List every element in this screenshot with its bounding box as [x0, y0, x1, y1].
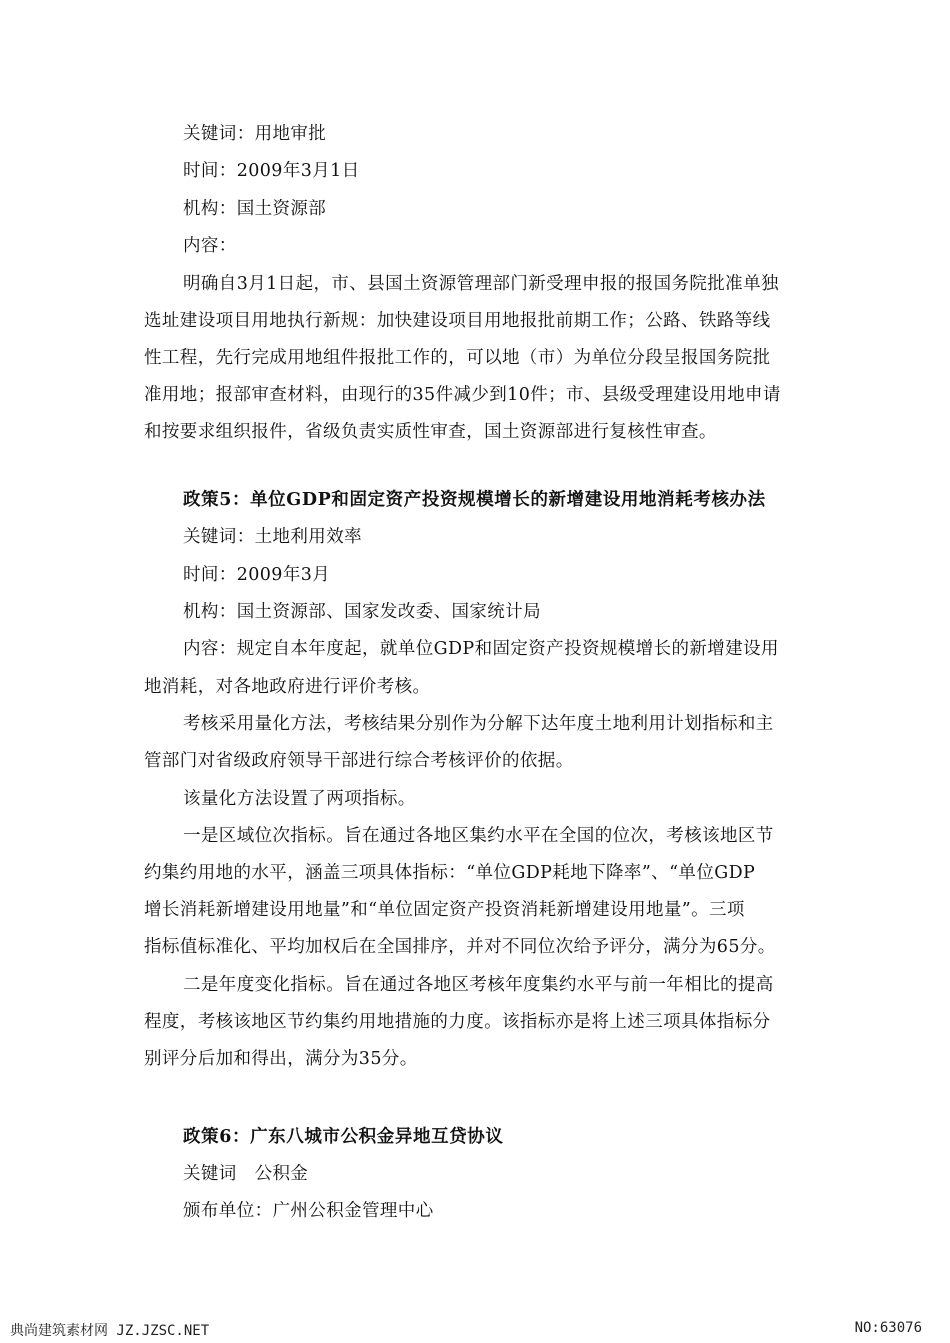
- paragraph-line: 指标值标准化、平均加权后在全国排序，并对不同位次给予评分，满分为65分。: [144, 937, 776, 957]
- policy-title: 政策5：单位GDP和固定资产投资规模增长的新增建设用地消耗考核办法: [183, 490, 766, 510]
- content-line: 内容：规定自本年度起，就单位GDP和固定资产投资规模增长的新增建设用: [183, 639, 779, 659]
- body-line: 明确自3月1日起，市、县国土资源管理部门新受理申报的报国务院批准单独: [183, 274, 779, 294]
- watermark-site: 典尚建筑素材网 JZ.JZSC.NET: [10, 1323, 210, 1339]
- policy-title: 政策6：广东八城市公积金异地互贷协议: [183, 1127, 504, 1147]
- paragraph-line: 增长消耗新增建设用地量”和“单位固定资产投资消耗新增建设用地量”。三项: [144, 900, 745, 920]
- paragraph-line: 二是年度变化指标。旨在通过各地区考核年度集约水平与前一年相比的提高: [183, 975, 774, 995]
- paragraph-line: 约集约用地的水平，涵盖三项具体指标：“单位GDP耗地下降率”、“单位GDP: [144, 863, 756, 883]
- body-line: 和按要求组织报件，省级负责实质性审查，国土资源部进行复核性审查。: [144, 422, 717, 442]
- content-line: 地消耗，对各地政府进行评价考核。: [144, 677, 431, 697]
- content-label: 内容：: [183, 236, 237, 256]
- paragraph-line: 该量化方法设置了两项指标。: [183, 789, 416, 809]
- paragraph-line: 一是区域位次指标。旨在通过各地区集约水平在全国的位次，考核该地区节: [183, 826, 774, 846]
- paragraph-line: 考核采用量化方法，考核结果分别作为分解下达年度土地利用计划指标和主: [183, 714, 774, 734]
- keyword-line: 关键词：用地审批: [183, 124, 327, 144]
- keyword-line: 关键词：土地利用效率: [183, 527, 362, 547]
- issuer-line: 颁布单位：广州公积金管理中心: [183, 1201, 434, 1221]
- agency-line: 机构：国土资源部、国家发改委、国家统计局: [183, 602, 541, 622]
- body-line: 性工程，先行完成用地组件报批工作的，可以地（市）为单位分段呈报国务院批: [144, 348, 771, 368]
- paragraph-line: 程度，考核该地区节约集约用地措施的力度。该指标亦是将上述三项具体指标分: [144, 1012, 771, 1032]
- paragraph-line: 别评分后加和得出，满分为35分。: [144, 1049, 418, 1069]
- body-line: 选址建设项目用地执行新规：加快建设项目用地报批前期工作；公路、铁路等线: [144, 311, 771, 331]
- body-line: 准用地；报部审查材料，由现行的35件减少到10件；市、县级受理建设用地申请: [144, 385, 781, 405]
- agency-line: 机构：国土资源部: [183, 199, 327, 219]
- time-line: 时间：2009年3月1日: [183, 161, 360, 181]
- watermark-number: NO:63076: [854, 1320, 922, 1336]
- paragraph-line: 管部门对省级政府领导干部进行综合考核评价的依据。: [144, 751, 574, 771]
- keyword-line: 关键词 公积金: [183, 1164, 309, 1184]
- time-line: 时间：2009年3月: [183, 565, 331, 585]
